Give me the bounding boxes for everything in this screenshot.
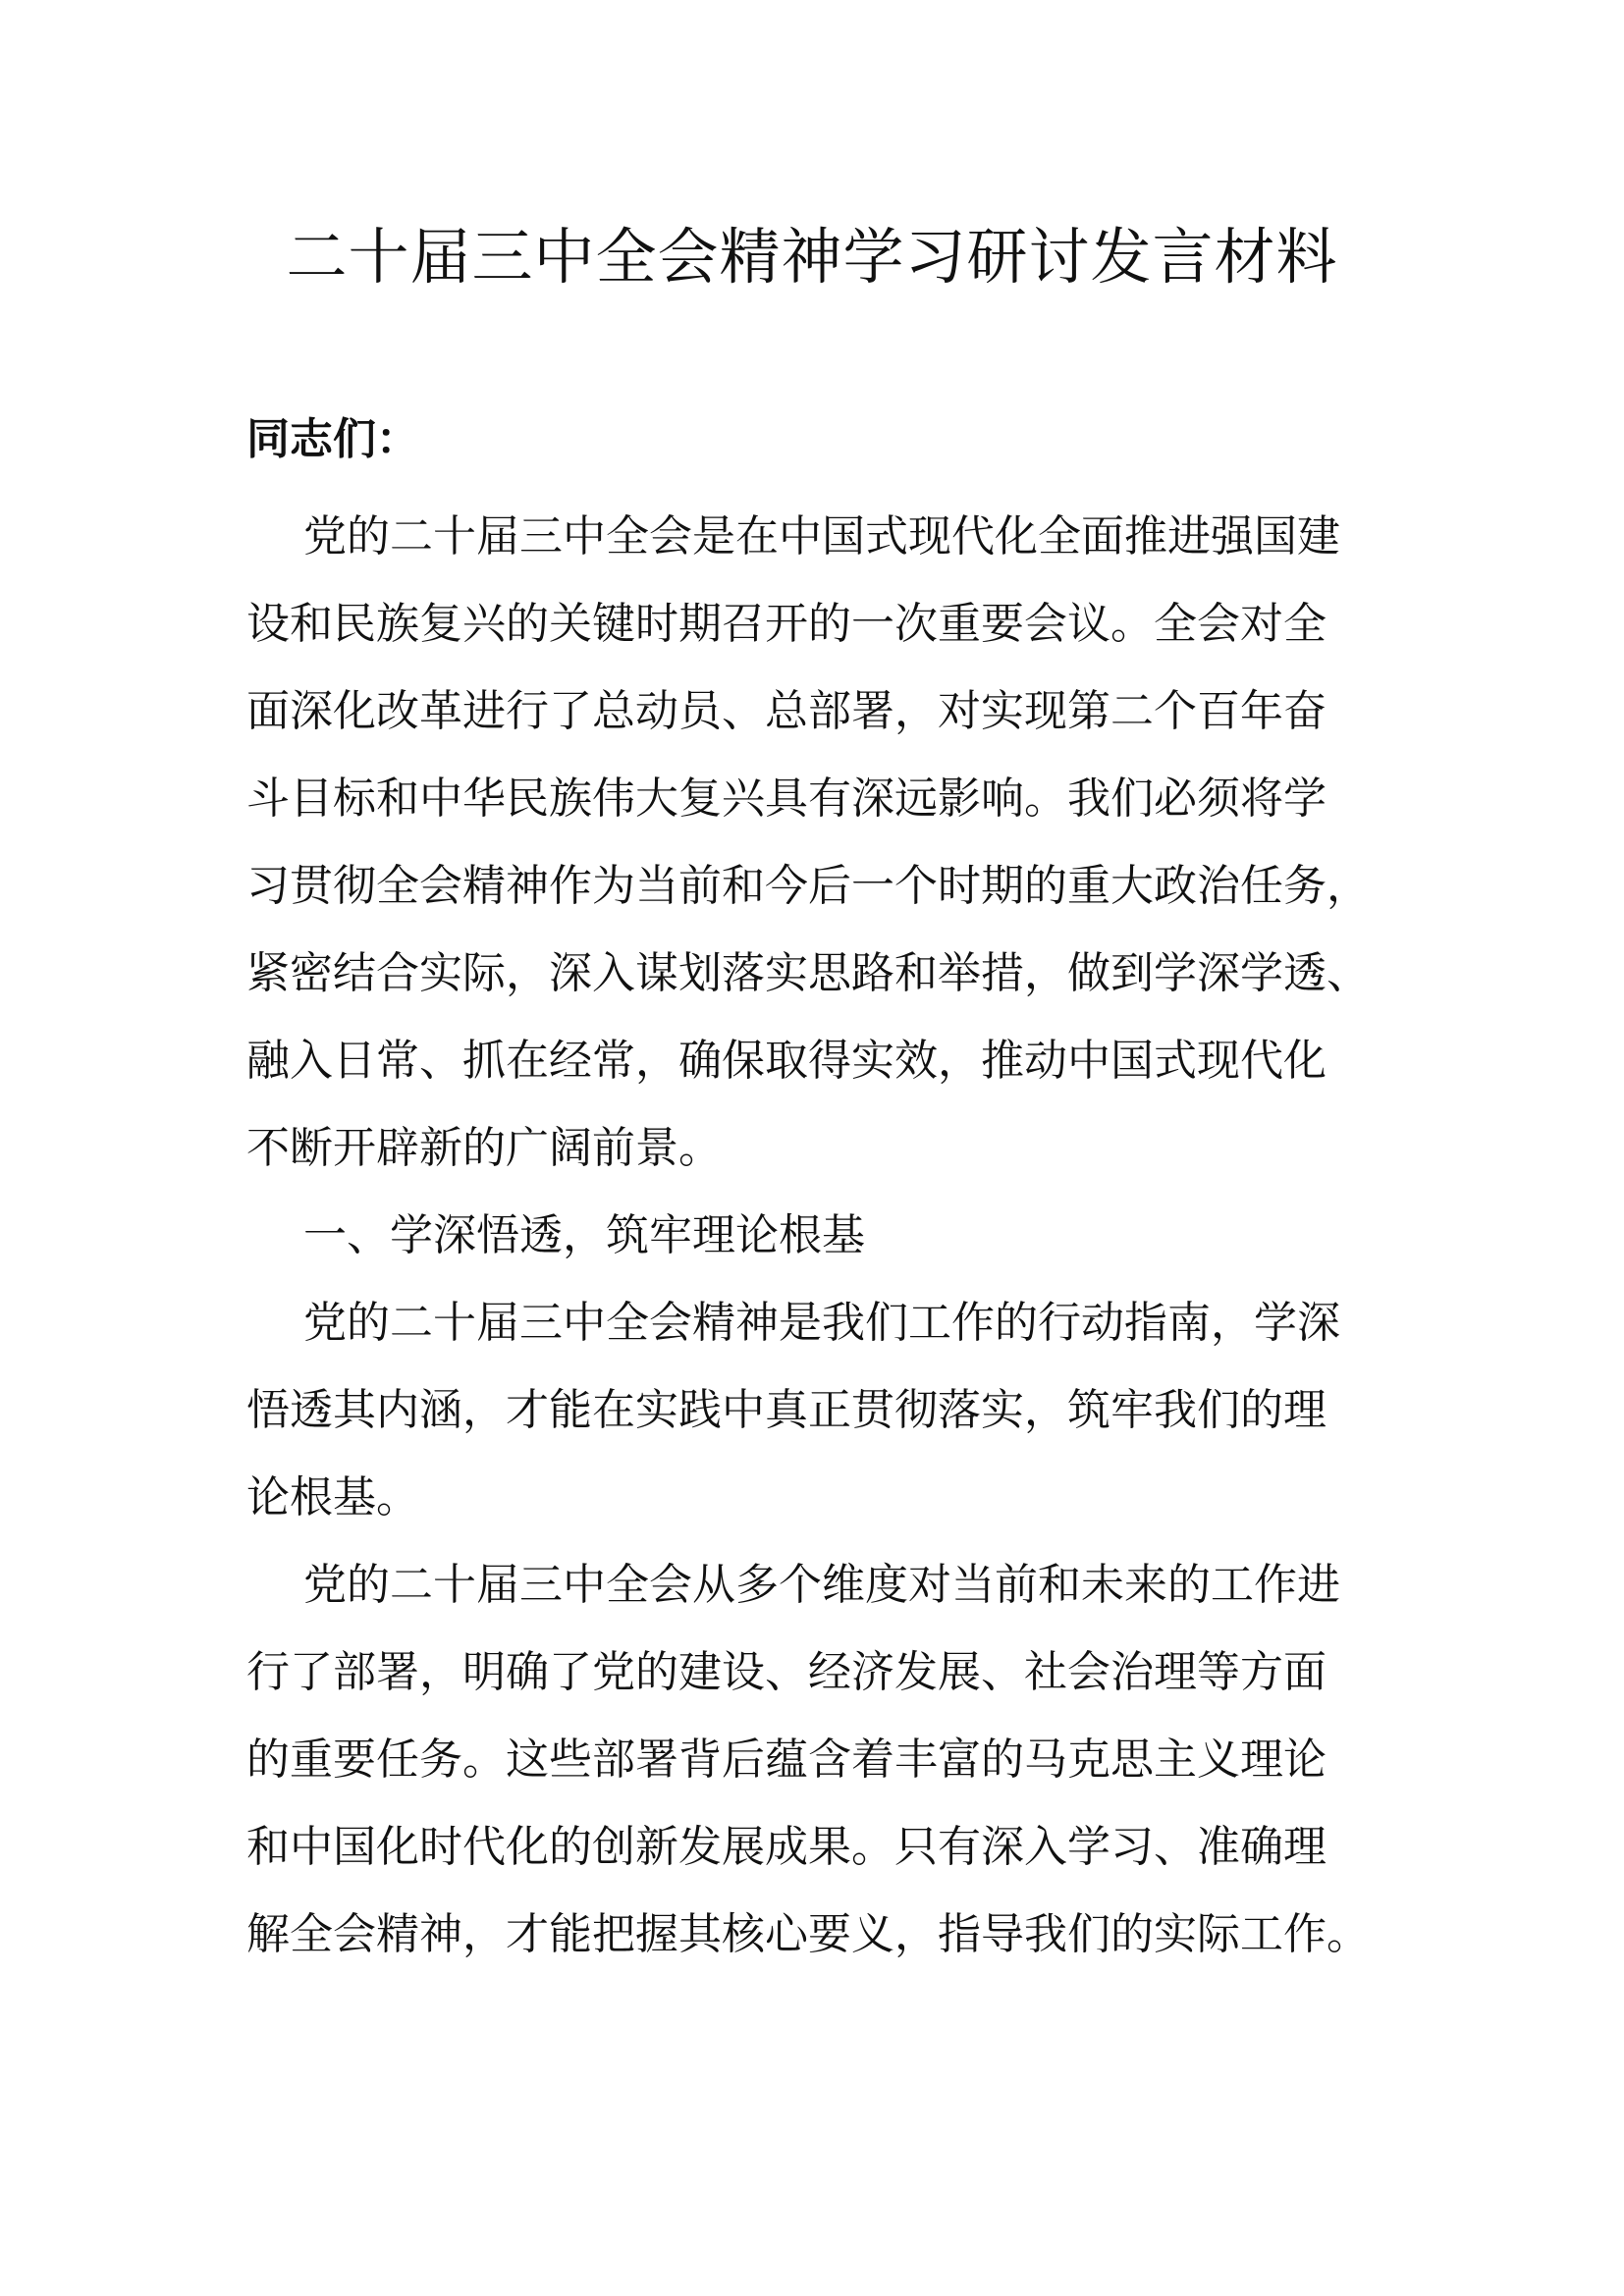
text-line: 行了部署，明确了党的建设、经济发展、社会治理等方面	[246, 1647, 1326, 1697]
text-line: 解全会精神，才能把握其核心要义，指导我们的实际工作。	[246, 1909, 1370, 1959]
text-line: 党的二十届三中全会精神是我们工作的行动指南，学深	[303, 1298, 1340, 1348]
text-line: 和中国化时代化的创新发展成果。只有深入学习、准确理	[246, 1822, 1326, 1872]
text-line: 的重要任务。这些部署背后蕴含着丰富的马克思主义理论	[246, 1735, 1326, 1785]
heading-line: 一、学深悟透，筑牢理论根基	[303, 1210, 865, 1260]
text-line: 紧密结合实际，深入谋划落实思路和举措，做到学深学透、	[246, 948, 1370, 998]
document-body	[246, 493, 1378, 1978]
text-line: 斗目标和中华民族伟大复兴具有深远影响。我们必须将学	[246, 774, 1326, 824]
text-line: 融入日常、抓在经常，确保取得实效，推动中国式现代化	[246, 1036, 1326, 1086]
salutation: 同志们：	[246, 414, 419, 464]
text-line: 悟透其内涵，才能在实践中真正贯彻落实，筑牢我们的理	[246, 1385, 1326, 1435]
section-heading-1	[246, 1192, 1378, 1279]
paragraph-intro	[246, 493, 1378, 1192]
text-line: 党的二十届三中全会从多个维度对当前和未来的工作进	[303, 1560, 1340, 1610]
text-line: 习贯彻全会精神作为当前和今后一个时期的重大政治任务，	[246, 861, 1370, 911]
text-line: 面深化改革进行了总动员、总部署，对实现第二个百年奋	[246, 686, 1326, 736]
text-line: 设和民族复兴的关键时期召开的一次重要会议。全会对全	[246, 599, 1326, 649]
document-title: 二十届三中全会精神学习研讨发言材料	[286, 221, 1338, 293]
text-line: 党的二十届三中全会是在中国式现代化全面推进强国建	[303, 511, 1340, 561]
paragraph-section-1-b	[246, 1541, 1378, 1978]
text-line: 论根基。	[246, 1472, 419, 1522]
text-line: 不断开辟新的广阔前景。	[246, 1123, 722, 1173]
paragraph-section-1-a	[246, 1279, 1378, 1541]
